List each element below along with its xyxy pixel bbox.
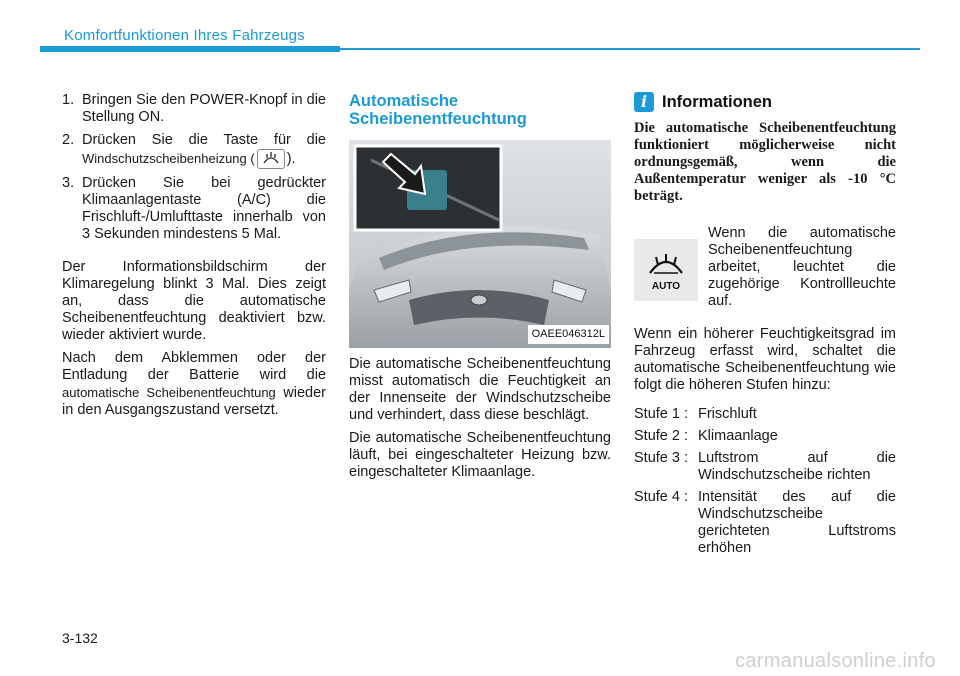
step-item: 2. Drücken Sie die Taste für die Windschutzscheibenheizung ( ). [62,132,326,169]
info-icon: i [634,92,654,112]
step-item: 1. Bringen Sie den POWER-Knopf in die Stellung ON. [62,92,326,125]
auto-defog-icon: AUTO [634,239,698,301]
level-item: Stufe 2 : Klimaanlage [634,428,778,444]
level-item: Stufe 3 : Luftstrom auf die Windschutzscheibe richten [634,450,896,483]
auto-indicator-text: Wenn die automatische Scheibenentfeuchtung arbeitet, leuchtet die zugehörige Kontrollleuchte auf. [708,225,896,309]
step-item: 3. Drücken Sie bei gedrückter Klimaanlagentaste (A/C) die Frischluft-/Umlufttaste innerhalb von 3 Sekunden mindestens 5 Mal. [62,175,326,242]
watermark: carmanualsonline.info [735,650,936,672]
middle-column [349,92,611,487]
battery-paragraph: Nach dem Abklemmen oder der Entladung der Batterie wird die automatische Scheibenentfeuchtung wieder in den Ausgangszustand versetzt. [62,350,326,418]
info-title: Informationen [662,92,772,111]
right-column [634,92,896,562]
info-header [634,92,896,112]
section-title: Automatische Scheibenentfeuchtung [349,92,527,128]
section-header-title: Komfortfunktionen Ihres Fahrzeugs [64,27,305,44]
left-column [62,92,326,425]
car-windshield-photo [349,140,611,348]
header-rule [340,48,920,50]
header-accent-bar [40,46,340,52]
image-code: OAEE046312L [528,325,609,344]
auto-indicator-row [634,225,896,310]
instruction-steps [62,92,326,243]
info-screen-paragraph: Der Informationsbildschirm der Klimaregelung blinkt 3 Mal. Dies zeigt an, dass die automatische Scheibenentfeuchtung deaktiviert bzw. wieder aktiviert wurde. [62,259,326,343]
front-defrost-icon [257,149,285,169]
level-item: Stufe 1 : Frischluft [634,406,757,422]
function-paragraph: Die automatische Scheibenentfeuchtung misst automatisch die Feuchtigkeit an der Innenseite der Windschutzscheibe und verhindert, dass diese beschlägt. [349,356,611,423]
page-number: 3-132 [62,630,98,646]
levels-intro: Wenn ein höherer Feuchtigkeitsgrad im Fahrzeug erfasst wird, schaltet die automatische Scheibenentfeuchtung wie folgt die höheren Stufen hinzu: [634,326,896,393]
level-item: Stufe 4 : Intensität des auf die Windschutzscheibe gerichteten Luftstroms erhöhen [634,489,896,556]
operation-paragraph: Die automatische Scheibenentfeuchtung läuft, bei eingeschalteter Heizung bzw. eingeschalteter Klimaanlage. [349,430,611,480]
info-body: Die automatische Scheibenentfeuchtung funktioniert möglicherweise nicht ordnungsgemäß, wenn die Außentemperatur weniger als -10 °C beträgt. [634,120,896,204]
